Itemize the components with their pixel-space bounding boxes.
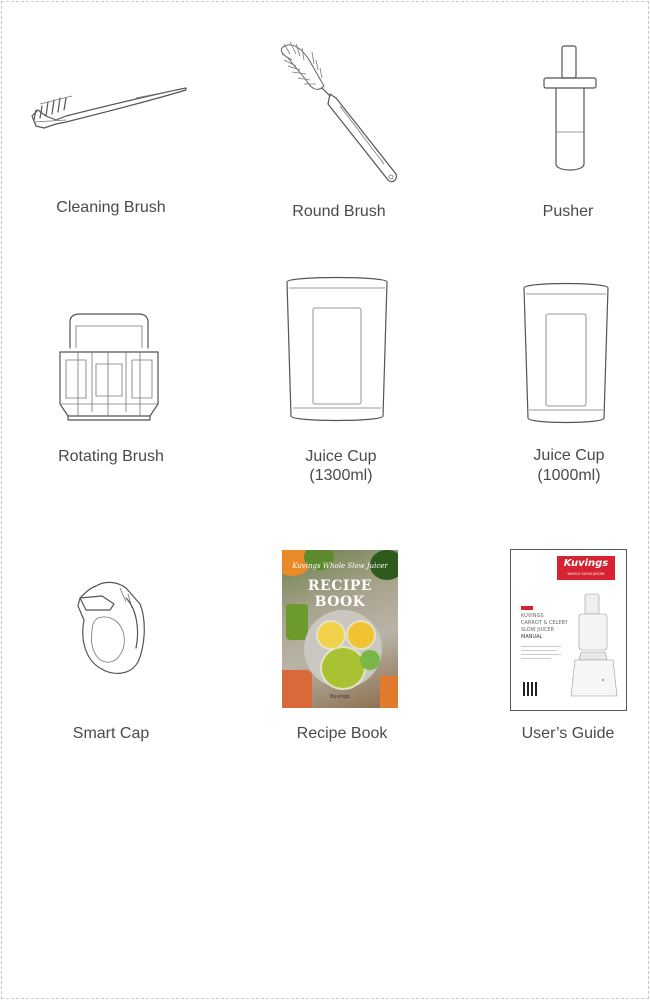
guide-model-line2: CARROT & CELERY bbox=[521, 620, 568, 626]
item-label-round-brush: Round Brush bbox=[292, 203, 386, 220]
item-label-users-guide: User’s Guide bbox=[521, 725, 615, 742]
juice-cup-1300-icon bbox=[285, 276, 390, 426]
cleaning-brush-icon bbox=[26, 80, 191, 140]
guide-brand-name: Kuvings bbox=[563, 558, 609, 569]
juice-cup-1000-icon bbox=[522, 282, 610, 428]
item-label-rotating-brush: Rotating Brush bbox=[58, 448, 164, 465]
item-label-juice-cup-1300-line1: Juice Cup bbox=[305, 448, 377, 465]
item-label-juice-cup-1300-line2: (1300ml) bbox=[309, 467, 373, 484]
guide-model-line1: KUVINGS bbox=[521, 613, 544, 619]
item-label-recipe-book: Recipe Book bbox=[296, 725, 388, 742]
guide-model-line3: SLOW JUICER bbox=[521, 627, 554, 633]
smart-cap-icon bbox=[70, 578, 150, 678]
round-brush-icon bbox=[278, 40, 403, 185]
rotating-brush-icon bbox=[56, 312, 162, 424]
item-label-smart-cap: Smart Cap bbox=[72, 725, 150, 742]
recipe-book-image bbox=[282, 550, 398, 708]
juicer-illustration bbox=[567, 592, 621, 704]
guide-brand-tagline: WHOLE SLOW JUICER bbox=[567, 572, 605, 576]
recipe-book-title: RECIPE BOOK bbox=[307, 578, 373, 610]
users-guide-image bbox=[510, 549, 627, 711]
recipe-book-brand: Kuvings bbox=[330, 694, 350, 700]
guide-manual-label: MANUAL bbox=[521, 634, 543, 640]
item-label-cleaning-brush: Cleaning Brush bbox=[56, 199, 166, 216]
item-label-juice-cup-1000-line2: (1000ml) bbox=[537, 467, 601, 484]
item-label-juice-cup-1000-line1: Juice Cup bbox=[533, 447, 605, 464]
pusher-icon bbox=[538, 44, 602, 179]
item-label-pusher: Pusher bbox=[542, 203, 594, 220]
guide-qr-code bbox=[523, 682, 537, 696]
recipe-book-subtitle: Kuvings Whole Slow Juicer bbox=[292, 562, 388, 570]
